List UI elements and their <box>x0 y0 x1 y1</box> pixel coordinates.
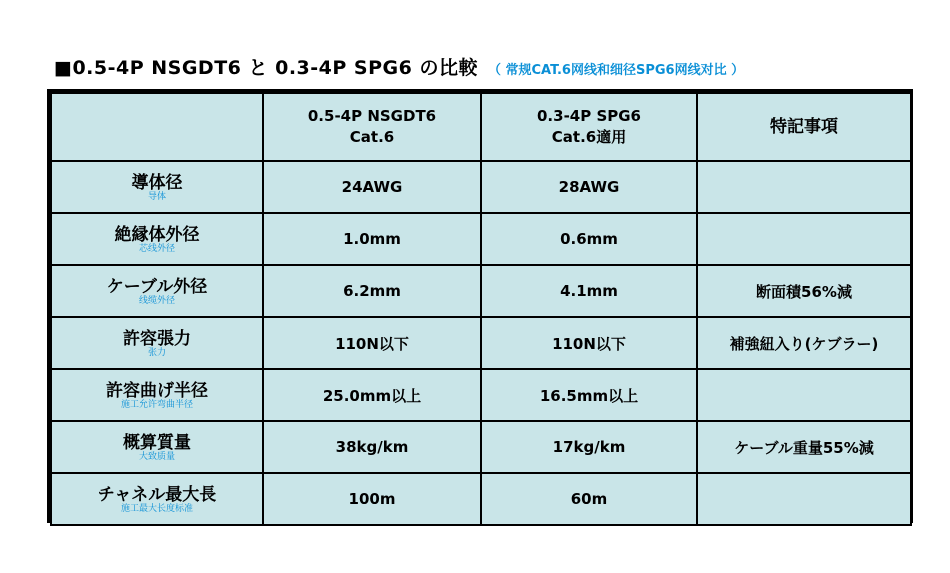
row-label <box>51 317 263 369</box>
header-nsgdt6 <box>263 93 481 161</box>
value-nsgdt6: 1.0mm <box>263 213 481 265</box>
header-empty-cell <box>51 93 263 161</box>
row-label-text: ケーブル外径 <box>106 277 208 297</box>
table-row <box>51 369 911 421</box>
value-nsgdt6: 38kg/km <box>263 421 481 473</box>
row-label-text: 絶縁体外径 <box>114 225 200 245</box>
row-label-cn: 线缆外径 <box>138 296 175 306</box>
header-spg6-name: 0.3-4P SPG6 <box>537 107 641 125</box>
value-spg6: 16.5mm以上 <box>481 369 697 421</box>
row-label-cn: 施工允许弯曲半径 <box>120 400 193 410</box>
table-row <box>51 317 911 369</box>
table-row <box>51 265 911 317</box>
table-row <box>51 473 911 525</box>
value-nsgdt6: 110N以下 <box>263 317 481 369</box>
value-note <box>697 213 911 265</box>
row-label-text: 導体径 <box>131 173 183 193</box>
header-notes: 特記事項 <box>697 93 911 161</box>
row-label <box>51 213 263 265</box>
row-label <box>51 161 263 213</box>
row-label-text: チャネル最大長 <box>97 485 217 505</box>
page-title <box>54 50 744 80</box>
row-label-cn: 张力 <box>147 348 166 358</box>
header-nsgdt6-name: 0.5-4P NSGDT6 <box>307 107 437 125</box>
value-spg6: 4.1mm <box>481 265 697 317</box>
title-main: ■0.5-4P NSGDT6 と 0.3-4P SPG6 の比較 <box>54 57 478 79</box>
row-label-cn: 施工最大长度标准 <box>120 504 193 514</box>
table-row <box>51 213 911 265</box>
title-subtitle: （ 常规CAT.6网线和细径SPG6网线对比 ） <box>487 63 745 78</box>
table-row <box>51 161 911 213</box>
value-spg6: 0.6mm <box>481 213 697 265</box>
row-label-text: 許容曲げ半径 <box>106 381 208 401</box>
row-label <box>51 421 263 473</box>
row-label <box>51 473 263 525</box>
value-note <box>697 161 911 213</box>
table-row <box>51 421 911 473</box>
header-spg6-cat: Cat.6適用 <box>551 128 627 146</box>
row-label-text: 概算質量 <box>123 433 191 453</box>
value-spg6: 17kg/km <box>481 421 697 473</box>
value-note: 補強紐入り(ケブラー) <box>697 317 911 369</box>
row-label-text: 許容張力 <box>123 329 191 349</box>
comparison-table <box>47 89 913 523</box>
row-label-cn: 导体 <box>147 192 166 202</box>
row-label <box>51 369 263 421</box>
row-label-cn: 大致质量 <box>138 452 175 462</box>
table-header-row <box>51 93 911 161</box>
value-note <box>697 369 911 421</box>
value-nsgdt6: 100m <box>263 473 481 525</box>
value-spg6: 28AWG <box>481 161 697 213</box>
value-spg6: 110N以下 <box>481 317 697 369</box>
value-nsgdt6: 6.2mm <box>263 265 481 317</box>
row-label-cn: 芯线外径 <box>138 244 175 254</box>
value-spg6: 60m <box>481 473 697 525</box>
row-label <box>51 265 263 317</box>
value-note: ケーブル重量55%減 <box>697 421 911 473</box>
value-nsgdt6: 25.0mm以上 <box>263 369 481 421</box>
value-nsgdt6: 24AWG <box>263 161 481 213</box>
value-note <box>697 473 911 525</box>
header-spg6 <box>481 93 697 161</box>
value-note: 断面積56%減 <box>697 265 911 317</box>
header-nsgdt6-cat: Cat.6 <box>349 128 395 146</box>
